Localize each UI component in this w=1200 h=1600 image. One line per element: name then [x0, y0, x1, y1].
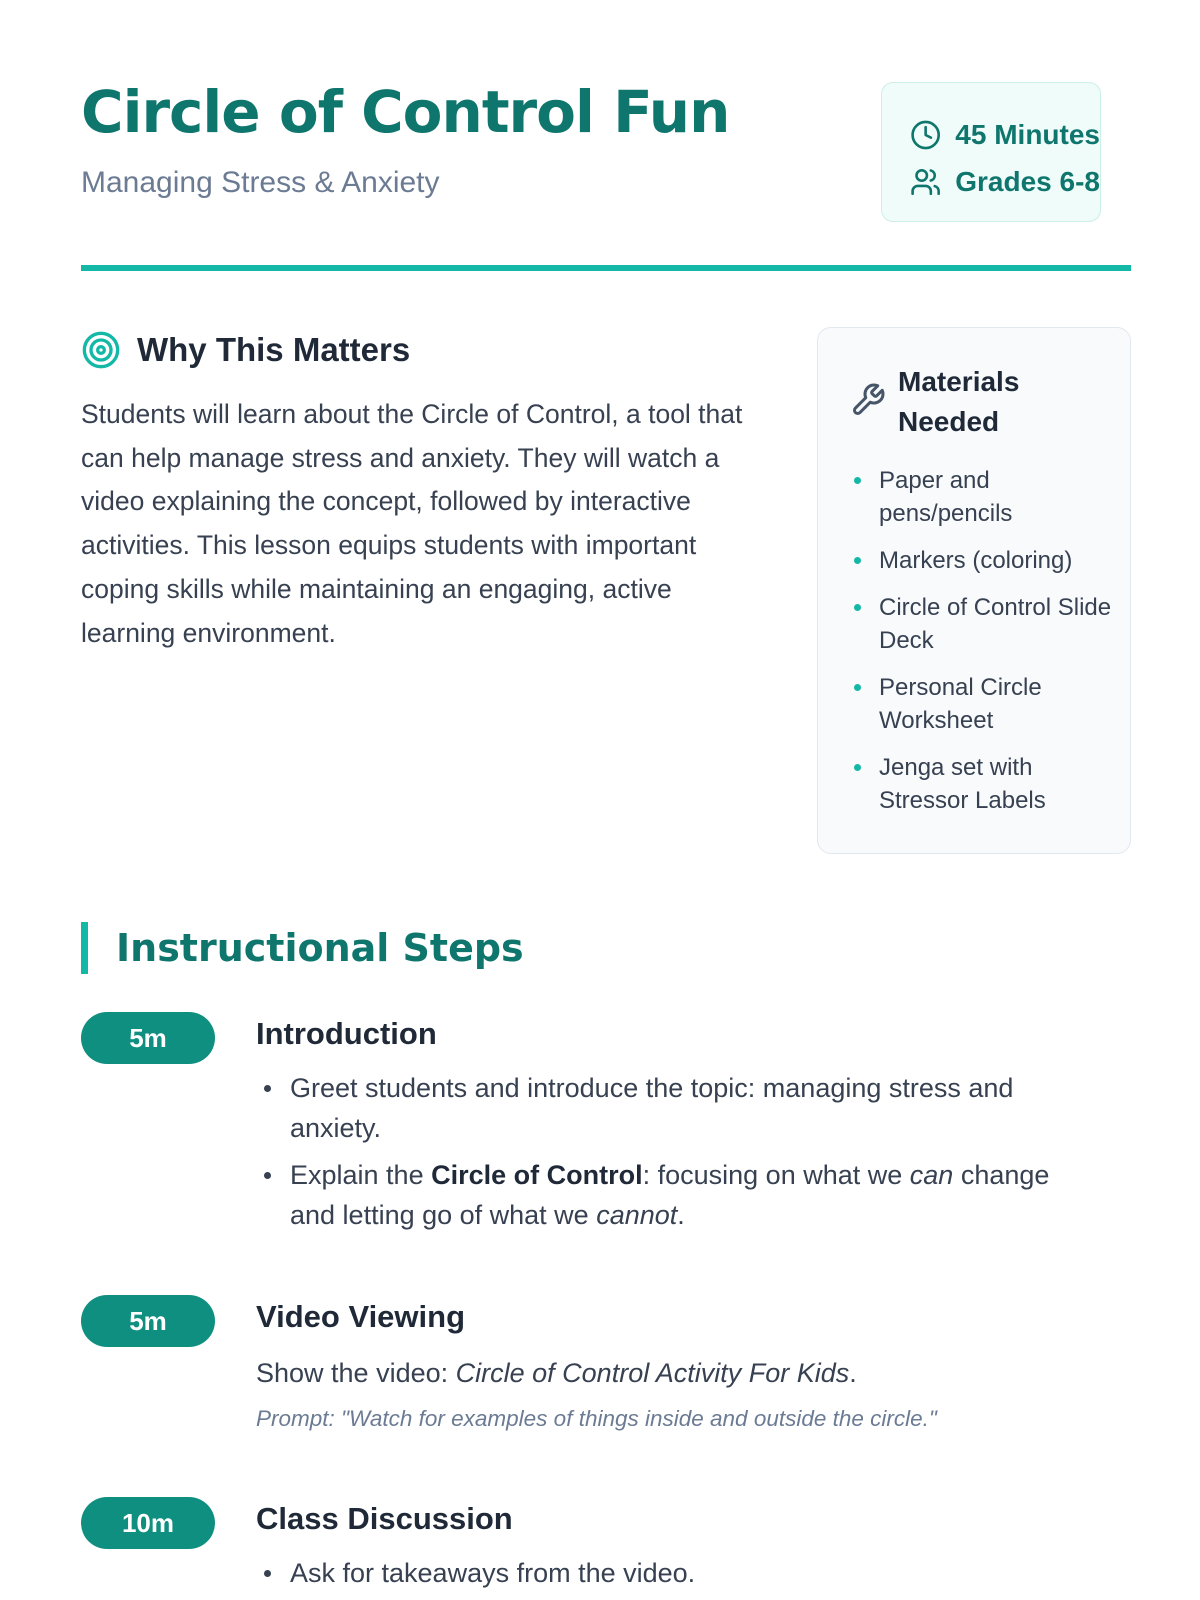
users-icon [910, 165, 941, 199]
step-title: Video Viewing [256, 1299, 466, 1334]
steps-section-header [81, 922, 524, 974]
grades-row [910, 158, 1100, 205]
clock-icon [910, 118, 941, 152]
lesson-meta-card [881, 82, 1101, 222]
header-divider [81, 265, 1131, 271]
step-text: Show the video: Circle of Control Activity For Kids. [256, 1358, 857, 1388]
step-title: Class Discussion [256, 1501, 513, 1536]
materials-header [850, 362, 1078, 442]
step-bullet: Greet students and introduce the topic: managing stress and anxiety. [256, 1068, 1090, 1148]
materials-title: Materials Needed [898, 366, 1020, 437]
step-bullets [256, 1068, 1131, 1235]
why-title: Why This Matters [137, 331, 411, 368]
step-body [256, 1497, 1131, 1600]
duration-label: 45 Minutes [955, 118, 1100, 150]
materials-item: Jenga set with Stressor Labels [854, 751, 1114, 817]
materials-list [854, 464, 1114, 831]
materials-item: Circle of Control Slide Deck [854, 591, 1114, 657]
materials-card [817, 327, 1131, 854]
steps-title: Instructional Steps [116, 926, 524, 970]
materials-item: Personal Circle Worksheet [854, 671, 1114, 737]
page-subtitle: Managing Stress & Anxiety [81, 166, 440, 199]
why-description: Students will learn about the Circle of Control, a tool that can help manage stress and anxiety. They will watch a video explaining the concept, followed by interactive activities. This lesson equips students with important coping skills while maintaining an engaging, active learning environment. [81, 399, 743, 648]
materials-item: Markers (coloring) [854, 544, 1114, 577]
duration-pill: 5m [81, 1012, 215, 1064]
target-icon [81, 330, 121, 370]
step-prompt: Prompt: "Watch for examples of things inside and outside the circle." [256, 1406, 937, 1431]
duration-pill: 10m [81, 1497, 215, 1549]
step-body [256, 1012, 1131, 1242]
wrench-icon [850, 382, 886, 418]
step-bullets [256, 1553, 1131, 1593]
step-bullet: Explain the Circle of Control: focusing on what we can change and letting go of what we cannot. [256, 1155, 1090, 1235]
duration-pill: 5m [81, 1295, 215, 1347]
step-bullet: Ask for takeaways from the video. [256, 1553, 1090, 1593]
duration-row [910, 111, 1100, 158]
step-body [256, 1295, 1131, 1437]
page-title: Circle of Control Fun [81, 78, 730, 146]
grades-label: Grades 6-8 [955, 165, 1100, 197]
why-section-header [81, 330, 410, 370]
step-title: Introduction [256, 1016, 437, 1051]
materials-item: Paper and pens/pencils [854, 464, 1114, 530]
